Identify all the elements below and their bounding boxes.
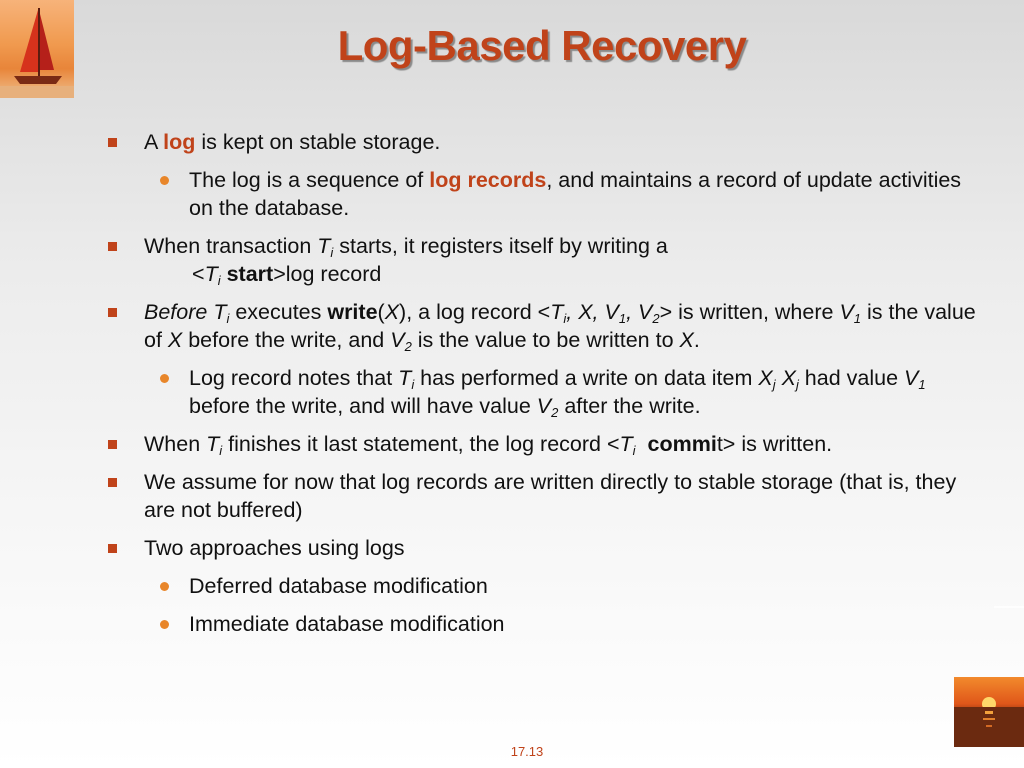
square-bullet-icon bbox=[108, 308, 117, 317]
circle-bullet-icon bbox=[160, 374, 169, 383]
decorative-wave bbox=[994, 606, 1024, 620]
circle-bullet-icon bbox=[160, 582, 169, 591]
list-item: A log is kept on stable storage. bbox=[108, 128, 988, 156]
slide-body bbox=[108, 128, 988, 648]
list-item: When transaction $T_i$ starts, it registers itself by writing a $<T_i$ start>log record bbox=[108, 232, 988, 288]
square-bullet-icon bbox=[108, 440, 117, 449]
list-item: Two approaches using logs bbox=[108, 534, 988, 562]
circle-bullet-icon bbox=[160, 176, 169, 185]
square-bullet-icon bbox=[108, 242, 117, 251]
list-item: Immediate database modification bbox=[108, 610, 988, 638]
sunset-image bbox=[954, 677, 1024, 747]
page-number: 17.13 bbox=[510, 744, 544, 759]
square-bullet-icon bbox=[108, 544, 117, 553]
list-item: The log is a sequence of log records, and maintains a record of update activities on the database. bbox=[108, 166, 988, 222]
square-bullet-icon bbox=[108, 138, 117, 147]
list-item: Deferred database modification bbox=[108, 572, 988, 600]
square-bullet-icon bbox=[108, 478, 117, 487]
list-item: Before $T_i$ executes write(X), a log record $<T_i$, X, $V_1$, $V_2>$ is written, where $V_1$ is the value of X before the write, and $V_2$ is the value to be written to X. bbox=[108, 298, 988, 354]
list-item: Log record notes that $T_i$ has performed a write on data item $X_j$ $X_j$ had value $V_1$ before the write, and will have value $V_2$ after the write. bbox=[108, 364, 988, 420]
list-item: We assume for now that log records are written directly to stable storage (that is, they are not buffered) bbox=[108, 468, 988, 524]
page-title: Log-Based Recovery bbox=[337, 22, 747, 69]
list-item: When $T_i$ finishes it last statement, the log record $<T_i$ commit> is written. bbox=[108, 430, 988, 458]
circle-bullet-icon bbox=[160, 620, 169, 629]
